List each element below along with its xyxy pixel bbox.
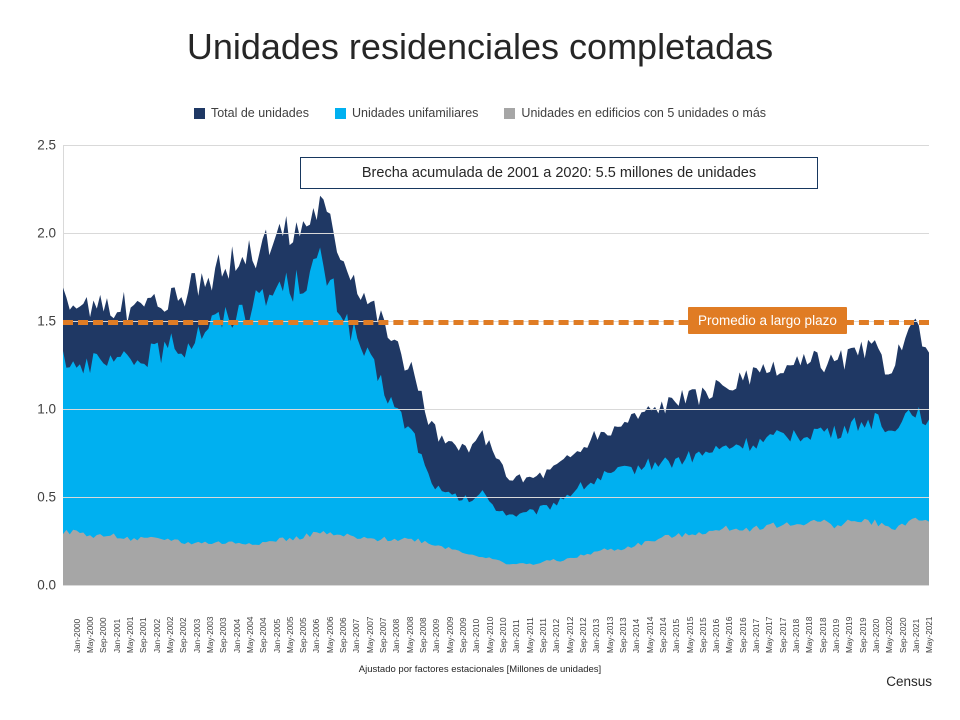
- legend-item-multi-family: [504, 106, 766, 120]
- chart-footnote: Ajustado por factores estacionales [Millones de unidades]: [358, 664, 602, 675]
- y-axis-tick-label: 2.0: [37, 225, 56, 241]
- x-axis-tick-label: Sep-2005: [299, 617, 309, 653]
- x-axis-tick-label: Jan-2006: [312, 618, 322, 653]
- x-axis-tick-label: Sep-2011: [538, 618, 548, 653]
- x-axis-tick-label: Jan-2016: [712, 618, 722, 653]
- x-axis-tick-label: May-2016: [725, 616, 735, 653]
- x-axis-tick-label: May-2015: [685, 616, 695, 653]
- x-axis-tick-label: May-2010: [485, 616, 495, 653]
- x-axis-tick-label: May-2012: [565, 616, 575, 653]
- x-axis-tick-label: Jan-2021: [912, 618, 921, 653]
- x-axis-tick-label: May-2013: [605, 616, 615, 653]
- legend-swatch-total: [194, 108, 205, 119]
- x-axis-tick-label: May-2007: [365, 616, 375, 653]
- annotation-callout: Brecha acumulada de 2001 a 2020: 5.5 millones de unidades: [300, 157, 818, 189]
- x-axis-tick-label: Jan-2000: [72, 618, 82, 653]
- legend-label-total: Total de unidades: [210, 106, 309, 120]
- chart-legend: [0, 106, 960, 120]
- legend-label-multi-family: Unidades en edificios con 5 unidades o más: [521, 106, 767, 120]
- y-axis-tick-label: 1.5: [37, 313, 56, 329]
- y-axis: [0, 137, 56, 593]
- x-axis-tick-label: May-2000: [85, 616, 95, 653]
- legend-swatch-multi-family: [504, 108, 515, 119]
- x-axis-tick-label: Sep-2004: [259, 617, 269, 653]
- x-axis-tick-label: Sep-2017: [778, 617, 788, 653]
- legend-swatch-single-family: [335, 108, 346, 119]
- x-axis-tick-label: Sep-2019: [858, 617, 868, 653]
- x-axis-tick-label: Jan-2020: [872, 618, 882, 653]
- x-axis-tick-label: May-2017: [765, 616, 775, 653]
- grid-line: [63, 497, 929, 498]
- x-axis: [63, 589, 935, 659]
- x-axis-tick-label: Jan-2017: [752, 618, 762, 653]
- x-axis-tick-label: May-2002: [165, 616, 175, 653]
- x-axis-tick-label: Jan-2005: [272, 618, 282, 653]
- x-axis-tick-label: Jan-2011: [512, 619, 522, 653]
- grid-line: [63, 409, 929, 410]
- x-axis-tick-label: May-2014: [645, 616, 655, 653]
- x-axis-tick-label: Sep-2007: [379, 617, 389, 653]
- x-axis-tick-label: May-2004: [245, 616, 255, 653]
- x-axis-tick-label: Jan-2018: [792, 618, 802, 653]
- x-axis-tick-label: Sep-2014: [658, 617, 668, 653]
- grid-line: [63, 585, 929, 586]
- x-axis-tick-label: May-2019: [845, 616, 855, 653]
- x-axis-tick-label: May-2003: [205, 616, 215, 653]
- y-axis-tick-label: 2.5: [37, 137, 56, 153]
- legend-item-single-family: [335, 106, 478, 120]
- long-run-average-label: Promedio a largo plazo: [688, 307, 847, 334]
- x-axis-tick-label: Sep-2002: [179, 617, 189, 653]
- series-paths: [63, 145, 929, 585]
- x-axis-tick-label: Jan-2019: [832, 618, 842, 653]
- x-axis-tick-label: May-2005: [285, 616, 295, 653]
- x-axis-tick-label: Sep-2020: [898, 617, 908, 653]
- x-axis-tick-label: May-2001: [125, 616, 135, 653]
- x-axis-tick-label: Jan-2002: [152, 618, 162, 653]
- x-axis-tick-label: Sep-2006: [339, 617, 349, 653]
- grid-line: [63, 145, 929, 146]
- legend-item-total: [194, 106, 309, 120]
- x-axis-tick-label: Sep-2010: [499, 617, 508, 653]
- x-axis-tick-label: Sep-2016: [738, 617, 748, 653]
- x-axis-tick-label: May-2009: [445, 616, 455, 653]
- x-axis-tick-label: Sep-2015: [698, 617, 708, 653]
- x-axis-tick-label: Jan-2008: [392, 618, 402, 653]
- x-axis-tick-label: Jan-2014: [632, 618, 642, 653]
- y-axis-tick-label: 0.5: [37, 489, 56, 505]
- chart-source: Census: [886, 674, 932, 689]
- x-axis-tick-label: Sep-2012: [578, 617, 588, 653]
- x-axis-tick-label: Jan-2010: [472, 618, 482, 653]
- x-axis-tick-label: May-2021: [925, 616, 935, 653]
- y-axis-tick-label: 1.0: [37, 401, 56, 417]
- page-title: Unidades residenciales completadas: [186, 26, 774, 67]
- x-axis-tick-label: Jan-2001: [112, 618, 122, 653]
- x-axis-tick-label: Jan-2007: [352, 618, 362, 653]
- x-axis-tick-label: May-2018: [805, 616, 815, 653]
- x-axis-tick-label: Jan-2003: [192, 618, 202, 653]
- x-axis-tick-label: Jan-2012: [552, 618, 562, 653]
- x-axis-tick-label: May-2006: [325, 616, 335, 653]
- x-axis-tick-label: Sep-2009: [459, 617, 469, 653]
- x-axis-tick-label: May-2020: [885, 616, 895, 653]
- x-axis-tick-label: Sep-2003: [219, 617, 229, 653]
- x-axis-tick-label: Sep-2000: [99, 617, 109, 653]
- x-axis-tick-label: Jan-2015: [672, 618, 682, 653]
- y-axis-tick-label: 0.0: [37, 577, 56, 593]
- x-axis-tick-label: Sep-2018: [818, 617, 828, 653]
- legend-label-single-family: Unidades unifamiliares: [351, 106, 479, 120]
- x-axis-tick-label: May-2008: [405, 616, 415, 653]
- plot-area: [63, 145, 929, 585]
- x-axis-tick-label: Sep-2008: [419, 617, 429, 653]
- x-axis-tick-label: Jan-2004: [232, 618, 242, 653]
- x-axis-tick-label: Jan-2009: [432, 618, 442, 653]
- x-axis-tick-label: May-2011: [525, 617, 535, 653]
- x-axis-tick-label: Sep-2013: [618, 617, 628, 653]
- x-axis-tick-label: Jan-2013: [592, 618, 602, 653]
- x-axis-tick-label: Sep-2001: [139, 617, 149, 653]
- grid-line: [63, 233, 929, 234]
